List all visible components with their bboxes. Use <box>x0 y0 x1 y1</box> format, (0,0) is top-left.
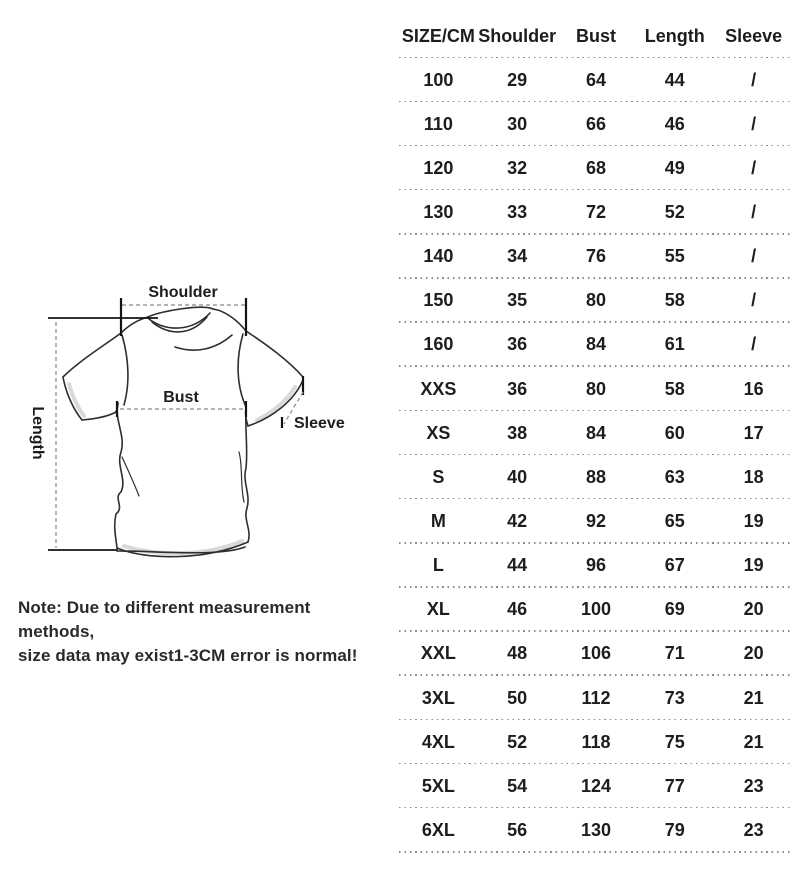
shoulder-cell: 36 <box>507 378 528 399</box>
length-cell: 46 <box>664 113 685 134</box>
sleeve-cell: 23 <box>743 819 764 840</box>
shoulder-cell: 48 <box>507 643 528 664</box>
length-cell: 63 <box>664 466 685 487</box>
bust-cell: 106 <box>580 643 612 664</box>
shoulder-cell: 46 <box>507 599 528 620</box>
size-cell: 110 <box>423 113 453 134</box>
table-row <box>399 190 793 234</box>
sleeve-cell: / <box>751 113 757 134</box>
table-row <box>399 720 793 764</box>
shoulder-cell: 56 <box>507 819 528 840</box>
length-cell: 52 <box>664 201 685 222</box>
sleeve-cell: / <box>751 69 757 90</box>
size-cell: 100 <box>423 69 454 90</box>
header-sleeve: Sleeve <box>725 26 783 46</box>
sleeve-cell: 16 <box>743 378 764 399</box>
table-row <box>399 676 793 720</box>
length-cell: 67 <box>664 555 685 576</box>
size-cell: 3XL <box>421 687 455 708</box>
bust-cell: 124 <box>580 775 612 796</box>
size-table-body <box>399 58 793 853</box>
shoulder-cell: 54 <box>507 775 528 796</box>
table-row <box>399 58 793 102</box>
shoulder-cell: 40 <box>507 466 528 487</box>
table-row <box>399 146 793 190</box>
length-cell: 58 <box>664 378 685 399</box>
sleeve-measure <box>282 376 345 432</box>
shoulder-cell: 44 <box>507 555 528 576</box>
header-shoulder: Shoulder <box>478 26 557 46</box>
table-row <box>399 455 793 499</box>
table-row <box>399 588 793 632</box>
shoulder-cell: 35 <box>507 290 528 311</box>
sleeve-cell: / <box>751 157 757 178</box>
sleeve-cell: / <box>751 334 757 355</box>
table-row <box>399 367 793 411</box>
size-cell: XXS <box>420 378 457 399</box>
bust-cell: 68 <box>585 157 606 178</box>
size-cell: S <box>432 466 445 487</box>
bust-cell: 100 <box>580 599 612 620</box>
bust-cell: 72 <box>585 201 606 222</box>
size-cell: 140 <box>423 246 454 267</box>
table-row <box>399 808 793 852</box>
length-cell: 75 <box>664 731 685 752</box>
table-row <box>399 499 793 543</box>
table-row <box>399 764 793 808</box>
table-row <box>399 323 793 367</box>
shoulder-cell: 30 <box>507 113 528 134</box>
table-row <box>399 235 793 279</box>
shoulder-cell: 32 <box>507 157 528 178</box>
length-cell: 60 <box>664 422 685 443</box>
table-row <box>399 632 793 676</box>
table-row <box>399 544 793 588</box>
table-row <box>399 279 793 323</box>
size-cell: XXL <box>420 643 456 664</box>
shoulder-label: Shoulder <box>148 284 218 301</box>
size-cell: M <box>430 510 446 531</box>
shoulder-cell: 34 <box>507 246 528 267</box>
length-cell: 55 <box>664 246 685 267</box>
sleeve-cell: 20 <box>743 643 764 664</box>
note-line-2: size data may exist1-3CM error is normal! <box>18 646 358 665</box>
bust-measure <box>117 389 246 417</box>
tshirt-outline <box>63 307 303 556</box>
bust-cell: 80 <box>585 378 606 399</box>
length-cell: 44 <box>664 69 685 90</box>
bust-cell: 88 <box>585 466 606 487</box>
shoulder-cell: 36 <box>507 334 528 355</box>
length-cell: 65 <box>664 510 685 531</box>
bust-cell: 112 <box>581 687 611 708</box>
size-cell: 6XL <box>421 819 455 840</box>
length-cell: 77 <box>664 775 685 796</box>
bust-cell: 92 <box>585 510 606 531</box>
size-cell: 4XL <box>421 731 455 752</box>
sleeve-cell: 19 <box>743 510 764 531</box>
bust-cell: 84 <box>585 422 606 443</box>
size-cell: 120 <box>423 157 454 178</box>
note-line-1: Note: Due to different measurement methods, <box>18 598 311 641</box>
sleeve-label: Sleeve <box>294 415 345 432</box>
size-table <box>399 15 793 853</box>
shoulder-cell: 38 <box>507 422 528 443</box>
size-cell: 5XL <box>421 775 455 796</box>
bust-cell: 66 <box>585 113 606 134</box>
sleeve-cell: 21 <box>743 731 764 752</box>
shoulder-cell: 50 <box>507 687 528 708</box>
shoulder-cell: 29 <box>507 69 528 90</box>
sleeve-cell: 23 <box>743 775 764 796</box>
size-cell: XL <box>426 599 450 620</box>
size-cell: 160 <box>423 334 454 355</box>
size-cell: 130 <box>423 201 454 222</box>
length-cell: 49 <box>664 157 685 178</box>
length-cell: 79 <box>664 819 685 840</box>
length-cell: 69 <box>664 599 685 620</box>
bust-label: Bust <box>163 389 199 406</box>
bust-cell: 130 <box>580 819 612 840</box>
header-size-cm: SIZE/CM <box>401 26 475 46</box>
length-cell: 71 <box>664 643 685 664</box>
length-cell: 73 <box>664 687 685 708</box>
tshirt-diagram <box>0 270 400 600</box>
bust-cell: 80 <box>585 290 606 311</box>
sleeve-cell: / <box>751 201 757 222</box>
bust-cell: 84 <box>585 334 606 355</box>
sleeve-cell: / <box>751 246 757 267</box>
bust-cell: 64 <box>585 69 606 90</box>
header-bust: Bust <box>575 26 616 46</box>
sleeve-cell: / <box>751 290 757 311</box>
shoulder-cell: 42 <box>507 510 528 531</box>
size-cell: XS <box>426 422 451 443</box>
bust-cell: 76 <box>585 246 606 267</box>
table-row <box>399 411 793 455</box>
shoulder-cell: 52 <box>507 731 528 752</box>
header-length: Length <box>644 26 705 46</box>
shirt-shading <box>69 384 295 553</box>
length-cell: 58 <box>664 290 685 311</box>
sleeve-cell: 21 <box>743 687 764 708</box>
shoulder-cell: 33 <box>507 201 528 222</box>
bust-cell: 118 <box>581 731 611 752</box>
bust-cell: 96 <box>585 555 606 576</box>
sleeve-cell: 20 <box>743 599 764 620</box>
length-label: Length <box>29 406 46 460</box>
table-row <box>399 102 793 146</box>
sleeve-cell: 18 <box>743 466 764 487</box>
size-cell: L <box>432 555 444 576</box>
sleeve-cell: 17 <box>743 422 764 443</box>
note-text <box>18 596 388 668</box>
sleeve-cell: 19 <box>743 555 764 576</box>
size-cell: 150 <box>423 290 454 311</box>
length-cell: 61 <box>664 334 685 355</box>
size-table-header-row <box>399 15 793 58</box>
